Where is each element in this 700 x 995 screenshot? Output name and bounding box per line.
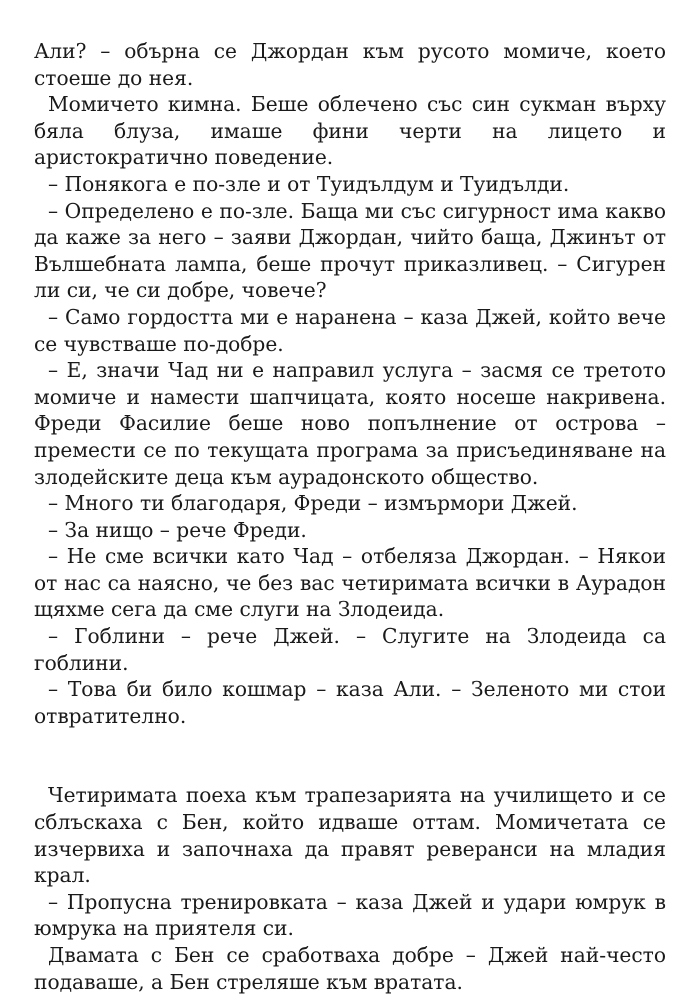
- paragraph-2: Момичето кимна. Беше облечено със син сукман върху бяла блуза, имаше фини черти на лицето и аристократично поведение.: [34, 92, 666, 170]
- paragraph-10: – Гоблини – рече Джей. – Слугите на Злодеида са гоблини.: [34, 624, 666, 675]
- paragraph-8: – За нищо – рече Фреди.: [48, 517, 307, 542]
- paragraph-9: – Не сме всички като Чад – отбеляза Джордан. – Някои от нас са наясно, че без вас четиримата всички в Аурадон щяхме сега да сме слуги на Злодеида.: [34, 544, 666, 622]
- paragraph-13: – Пропусна тренировката – каза Джей и удари юмрук в юмрука на приятеля си.: [34, 889, 666, 941]
- paragraph-11: – Това би било кошмар – каза Али. – Зеленото ми стои отвратително.: [34, 677, 666, 728]
- paragraph-5: – Само гордостта ми е наранена – каза Джей, който вече се чувстваше по-добре.: [34, 304, 666, 356]
- paragraph-7: – Много ти благодаря, Фреди – измърмори Джей.: [48, 491, 578, 516]
- paragraph-12: Четиримата поеха към трапезарията на училището и се сблъскаха с Бен, който идваше оттам. Момичетата се изчервиха и започнаха да правят реверанси на младия крал.: [34, 783, 666, 888]
- paragraph-4: – Определено е по-зле. Баща ми със сигурност има какво да каже за него – заяви Джордан, чийто баща, Джинът от Вълшебната лампа, беше прочут приказливец. – Сигурен ли си, че си добре, човече?: [34, 198, 666, 303]
- document-page: [34, 38, 666, 995]
- paragraph-1: Али? – обърна се Джордан към русото момиче, което стоеше до нея.: [34, 39, 666, 90]
- section-break: [34, 729, 666, 782]
- paragraph-6: – Е, значи Чад ни е направил услуга – засмя се третото момиче и намести шапчицата, която носеше накривена. Фреди Фасилие беше ново попълнение от острова – премести се по текущата програма за присъединяване на злодейските деца към аурадонското общество.: [34, 358, 666, 489]
- paragraph-3: – Понякога е по-зле и от Туидълдум и Туидълди.: [48, 171, 570, 196]
- paragraph-14: Двамата с Бен се сработваха добре – Джей най-често подаваше, а Бен стреляше към вратата.: [34, 943, 666, 994]
